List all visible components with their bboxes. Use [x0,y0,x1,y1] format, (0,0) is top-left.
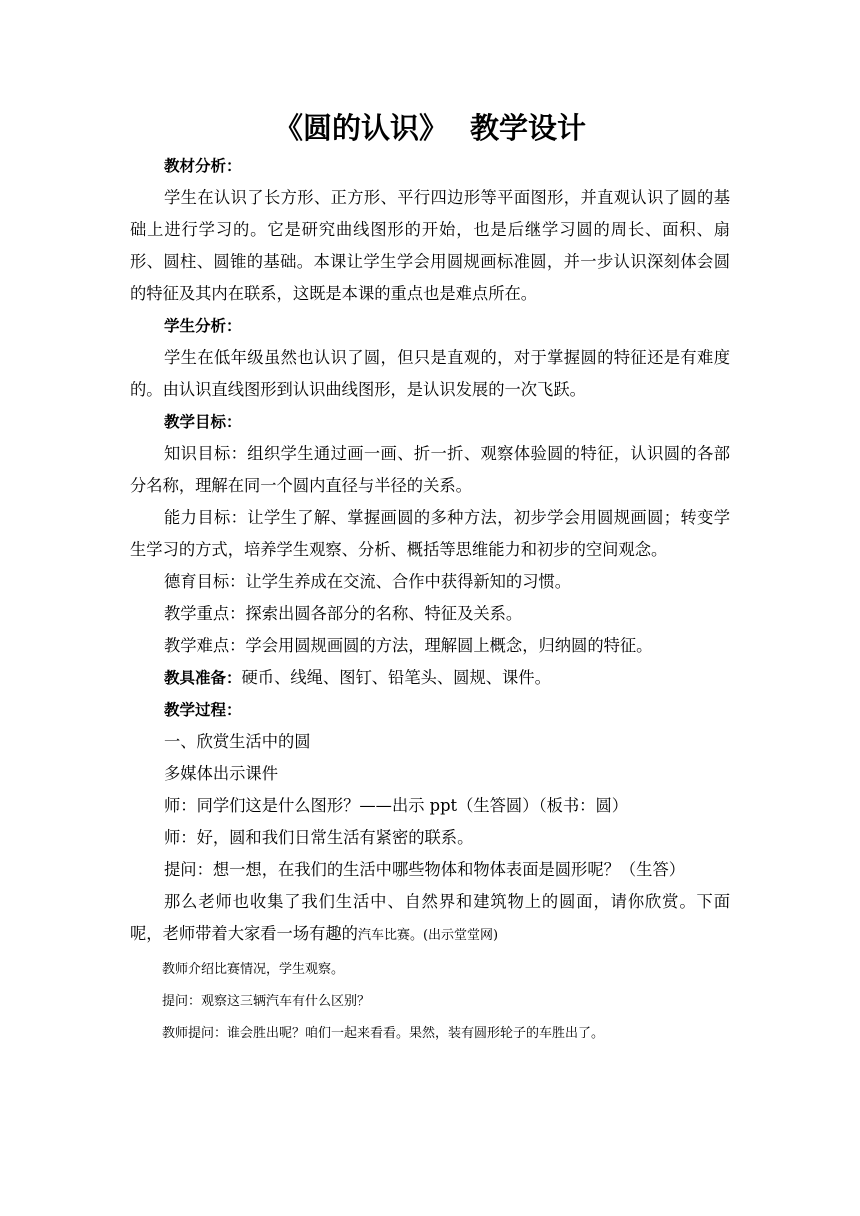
teaching-tools-label: 教具准备： [164,669,242,687]
process-multimedia: 多媒体出示课件 [164,764,278,783]
textbook-analysis-heading: 教材分析： [164,157,242,175]
teaching-tools-text: 硬币、线绳、图钉、铅笔头、圆规、课件。 [241,668,551,687]
document-title [130,108,730,148]
teaching-goals-heading: 教学目标： [164,413,242,431]
title-design: 教学设计 [470,111,587,145]
moral-goal: 德育目标：让学生养成在交流、合作中获得新知的习惯。 [164,572,572,591]
student-analysis-text: 学生在低年级虽然也认识了圆，但只是直观的，对于掌握圆的特征还是有难度的。由认识直线图形到认识曲线图形，是认识发展的一次飞跃。 [130,348,730,399]
process-line-7: 教师提问：谁会胜出呢？咱们一起来看看。果然，装有圆形轮子的车胜出了。 [162,1026,605,1041]
process-line-4 [130,886,730,952]
teaching-tools [130,662,730,694]
teaching-process-heading: 教学过程： [164,701,242,719]
process-step-1: 一、欣赏生活中的圆 [164,732,311,751]
ability-goal: 能力目标：让学生了解、掌握画圆的多种方法，初步学会用圆规画圆；转变学生学习的方式，培养学生观察、分析、概括等思维能力和初步的空间观念。 [130,508,730,559]
process-line-6: 提问：观察这三辆汽车有什么区别？ [162,994,371,1009]
process-line-2: 师：好，圆和我们日常生活有紧密的联系。 [164,828,474,847]
teaching-difficulty: 教学难点：学会用圆规画圆的方法，理解圆上概念，归纳圆的特征。 [164,636,653,655]
document-body [130,150,730,1050]
process-line-4-tail: 汽车比赛。(出示堂堂网) [357,928,499,943]
process-line-4-main: 那么老师也收集了我们生活中、自然界和建筑物上的圆面，请你欣赏。下面呢，老师带着大家看一场有趣的 [130,892,730,943]
process-line-5: 教师介绍比赛情况，学生观察。 [162,962,345,977]
title-book-name: 《圆的认识》 [273,111,448,145]
process-line-1: 师：同学们这是什么图形？——出示 ppt（生答圆）（板书：圆） [164,796,629,815]
process-line-3: 提问：想一想，在我们的生活中哪些物体和物体表面是圆形呢？（生答） [164,860,686,879]
teaching-key-point: 教学重点：探索出圆各部分的名称、特征及关系。 [164,604,523,623]
student-analysis-heading: 学生分析： [164,317,242,335]
knowledge-goal: 知识目标：组织学生通过画一画、折一折、观察体验圆的特征，认识圆的各部分名称，理解在同一个圆内直径与半径的关系。 [130,444,730,495]
textbook-analysis-text: 学生在认识了长方形、正方形、平行四边形等平面图形，并直观认识了圆的基础上进行学习的。它是研究曲线图形的开始，也是后继学习圆的周长、面积、扇形、圆柱、圆锥的基础。本课让学生学会用圆规画标准圆，并一步认识深刻体会圆的特征及其内在联系，这既是本课的重点也是难点所在。 [130,188,730,303]
